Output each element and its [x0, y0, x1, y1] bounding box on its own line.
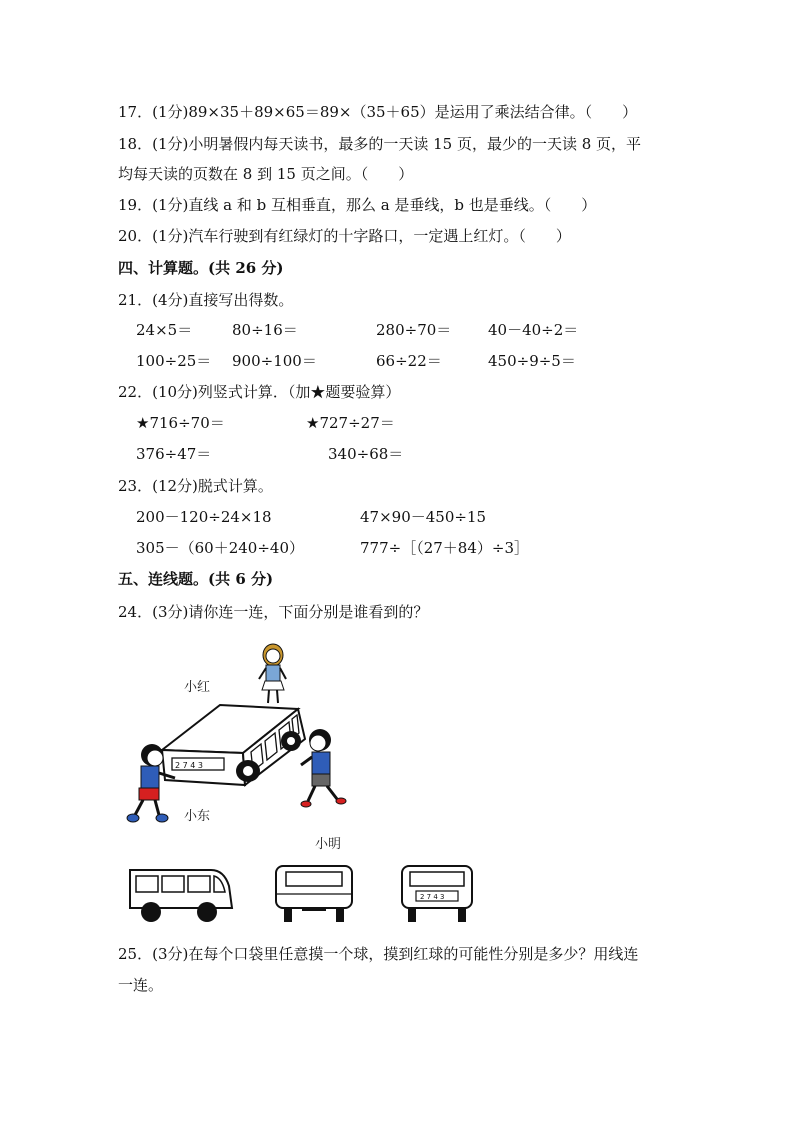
car-view-back[interactable] [398, 862, 476, 926]
question-25-line2: 一连。 [118, 976, 164, 994]
question-21-title: 21．(4分)直接写出得数。 [118, 291, 294, 309]
question-24-title: 24．(3分)请你连一连，下面分别是谁看到的？ [118, 603, 429, 621]
question-25-line1: 25．(3分)在每个口袋里任意摸一个球，摸到红球的可能性分别是多少？用线连 [118, 945, 639, 963]
q22-item: 376÷47＝ [136, 445, 212, 463]
q22-item: ★716÷70＝ [136, 414, 225, 432]
q23-item: 305－（60＋240÷40） [136, 539, 305, 557]
boy-xiaoming-figure [301, 729, 346, 807]
q22-item: 340÷68＝ [328, 445, 404, 463]
q21-item: 66÷22＝ [376, 352, 442, 370]
q23-item: 47×90－450÷15 [360, 508, 487, 526]
name-label-xiaoming: 小明 [315, 837, 342, 852]
q22-item: ★727÷27＝ [306, 414, 395, 432]
question-22-title: 22．(10分)列竖式计算．（加★题要验算） [118, 383, 401, 401]
girl-xiaohong-figure [259, 644, 286, 703]
scene-plate-text: 2 7 4 3 [175, 761, 203, 770]
q21-item: 80÷16＝ [232, 321, 298, 339]
q21-item: 24×5＝ [136, 321, 193, 339]
q23-item: 777÷［（27＋84）÷3］ [360, 539, 529, 557]
question-17: 17．(1分)89×35＋89×65＝89×（35＋65）是运用了乘法结合律。（ ） [118, 103, 638, 121]
name-label-xiaohong: 小红 [184, 680, 211, 695]
q23-item: 200－120÷24×18 [136, 508, 272, 526]
q21-item: 900÷100＝ [232, 352, 317, 370]
section-4-title: 四、计算题。(共 26 分) [118, 259, 284, 277]
q21-item: 450÷9÷5＝ [488, 352, 576, 370]
q21-item: 100÷25＝ [136, 352, 212, 370]
name-label-xiaodong: 小东 [184, 809, 211, 824]
car-view-side[interactable] [126, 864, 238, 924]
q21-item: 40－40÷2＝ [488, 321, 579, 339]
question-23-title: 23．(12分)脱式计算。 [118, 477, 273, 495]
car-3d [162, 705, 305, 785]
question-18-line1: 18．(1分)小明暑假内每天读书，最多的一天读 15 页，最少的一天读 8 页，平 [118, 135, 642, 153]
car-scene-illustration [115, 635, 375, 835]
back-view-plate-text: 2 7 4 3 [420, 893, 445, 901]
car-view-front[interactable] [272, 862, 356, 926]
question-18-line2: 均每天读的页数在 8 到 15 页之间。（ ） [118, 165, 414, 183]
section-5-title: 五、连线题。(共 6 分) [118, 570, 274, 588]
q21-item: 280÷70＝ [376, 321, 452, 339]
question-20: 20．(1分)汽车行驶到有红绿灯的十字路口，一定遇上红灯。（ ） [118, 227, 571, 245]
question-19: 19．(1分)直线 a 和 b 互相垂直，那么 a 是垂线，b 也是垂线。（ ） [118, 196, 597, 214]
